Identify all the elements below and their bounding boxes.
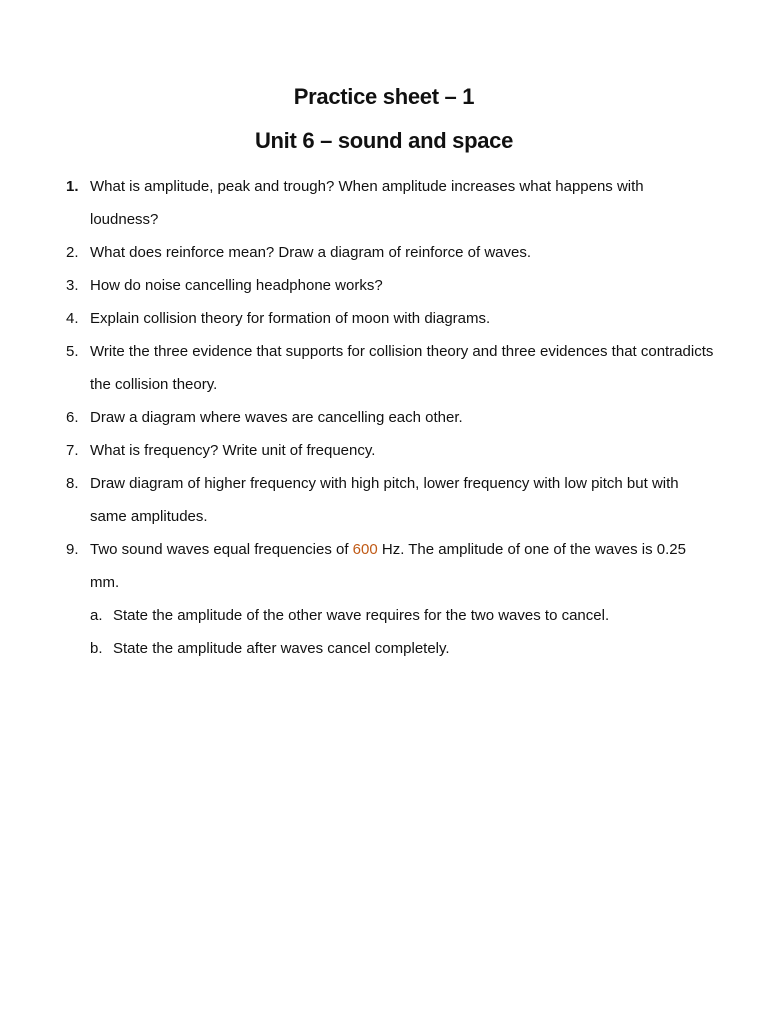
question-text-end: Hz. The amplitude of one of the waves is 0.25 mm.: [90, 541, 686, 591]
question-item-7: [66, 434, 716, 467]
sub-question-text: State the amplitude of the other wave requires for the two waves to cancel.: [113, 607, 610, 624]
sub-question-item-a: [66, 599, 716, 632]
question-item-1: [66, 170, 716, 236]
question-text: What is amplitude, peak and trough? When amplitude increases what happens with loudness?: [90, 178, 644, 228]
question-number: 5.: [66, 343, 79, 360]
question-item-5: [66, 335, 716, 401]
frequency-value: 600: [352, 541, 378, 558]
page-subtitle: Unit 6 – sound and space: [254, 128, 514, 153]
question-list: [66, 170, 716, 665]
question-text: Draw a diagram where waves are cancelling each other.: [90, 409, 463, 426]
sub-question-item-b: [66, 632, 716, 665]
sub-question-text: State the amplitude after waves cancel completely.: [113, 640, 450, 657]
question-item-3: [66, 269, 716, 302]
question-text: What does reinforce mean? Draw a diagram of reinforce of waves.: [90, 244, 532, 261]
question-number: 3.: [66, 277, 79, 294]
question-text: Write the three evidence that supports for collision theory and three evidences that contradicts the collision theory.: [90, 343, 714, 393]
question-text: Draw diagram of higher frequency with high pitch, lower frequency with low pitch but with same amplitudes.: [90, 475, 679, 525]
question-number: 2.: [66, 244, 79, 261]
question-text: [90, 533, 716, 599]
question-text: What is frequency? Write unit of frequency.: [90, 442, 376, 459]
question-item-8: [66, 467, 716, 533]
question-text: Explain collision theory for formation of moon with diagrams.: [90, 310, 491, 327]
question-item-2: [66, 236, 716, 269]
question-number: 7.: [66, 442, 79, 459]
sub-question-letter: a.: [90, 607, 103, 624]
question-number: 1.: [66, 178, 79, 195]
question-number: 8.: [66, 475, 79, 492]
sub-question-letter: b.: [90, 640, 103, 657]
page-title: Practice sheet – 1: [293, 84, 475, 109]
question-item-9: [66, 533, 716, 599]
question-number: 6.: [66, 409, 79, 426]
question-number: 4.: [66, 310, 79, 327]
question-text-start: Two sound waves equal frequencies of: [90, 541, 353, 558]
question-item-4: [66, 302, 716, 335]
question-number: 9.: [66, 541, 79, 558]
question-text: How do noise cancelling headphone works?: [90, 277, 383, 294]
question-item-6: [66, 401, 716, 434]
